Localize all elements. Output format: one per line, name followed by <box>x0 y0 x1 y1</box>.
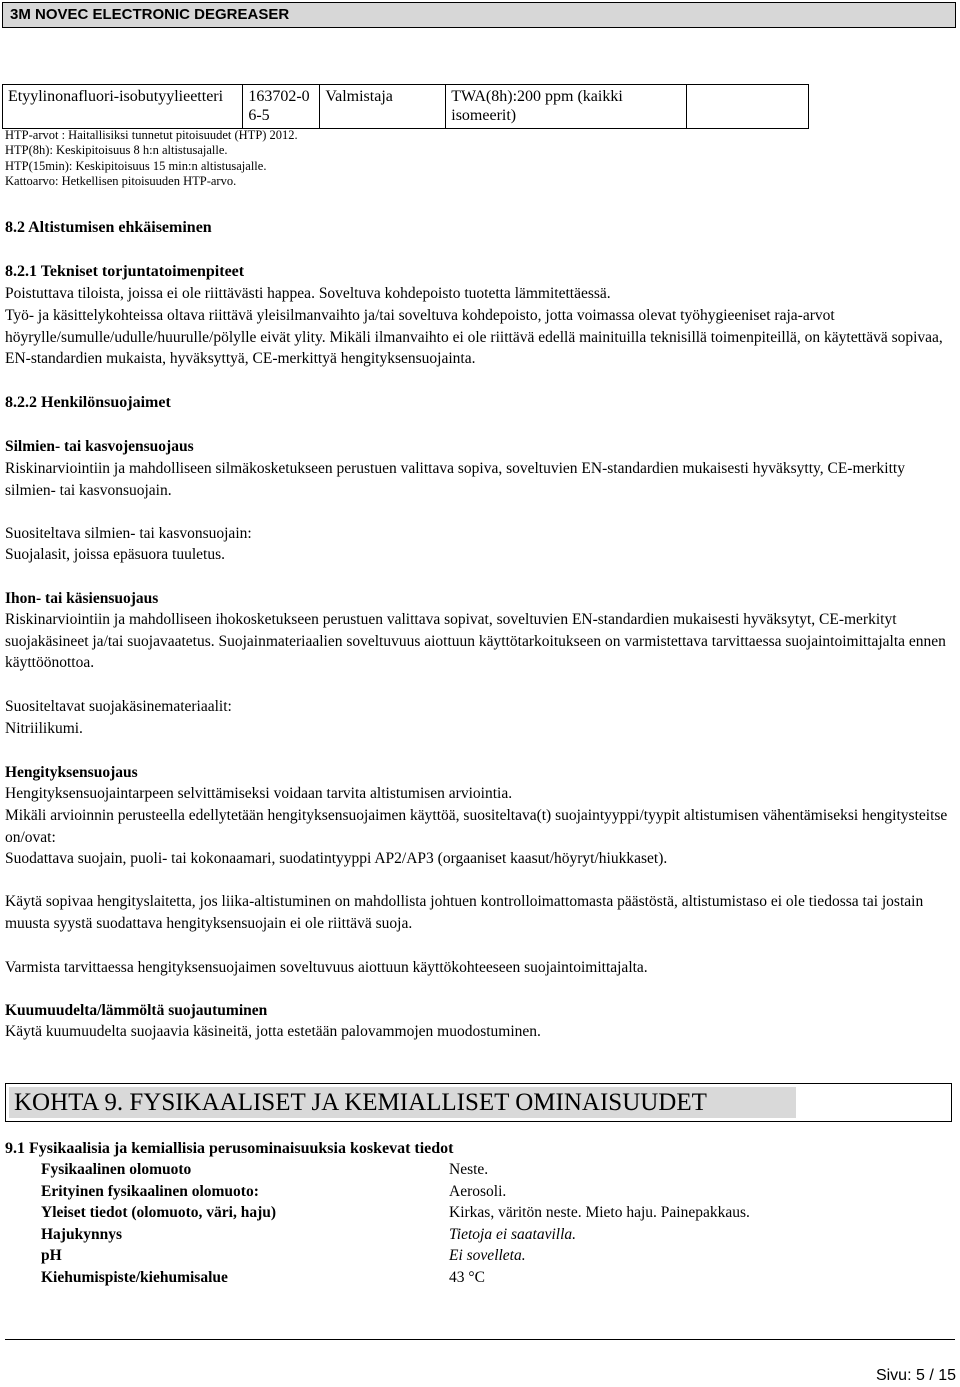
empty-cell <box>686 85 808 129</box>
paragraph: Varmista tarvittaessa hengityksensuojaimen soveltuvuus aiottuun käyttökohteeseen suojaintoimittajalta. <box>5 959 648 976</box>
section-9-title: KOHTA 9. FYSIKAALISET JA KEMIALLISET OMINAISUUDET <box>9 1087 796 1118</box>
property-key: Kiehumispiste/kiehumisalue <box>41 1268 228 1286</box>
property-key: pH <box>41 1247 62 1265</box>
list-item <box>41 1245 750 1267</box>
property-value: 43 °C <box>449 1268 485 1286</box>
footer-divider <box>5 1339 955 1340</box>
glove-value: Nitriilikumi. <box>5 720 83 737</box>
limit-cell: TWA(8h):200 ppm (kaikki isomeerit) <box>446 85 686 129</box>
substance-cell: Etyylinonafluori-isobutyylieetteri <box>3 85 243 129</box>
section-heading-8-2-1: 8.2.1 Tekniset torjuntatoimenpiteet <box>5 263 245 280</box>
paragraph: Suodattava suojain, puoli- tai kokonaamari, suodatintyyppi AP2/AP3 (orgaaniset kaasut/höyryt/hiukkaset). <box>5 850 668 867</box>
section-heading-8-2: 8.2 Altistumisen ehkäiseminen <box>5 219 212 236</box>
skin-protection-heading: Ihon- tai käsiensuojaus <box>5 590 159 607</box>
eye-protection-heading: Silmien- tai kasvojensuojaus <box>5 438 194 455</box>
section-heading-9-1: 9.1 Fysikaalisia ja kemiallisia perusominaisuuksia koskevat tiedot <box>5 1140 454 1157</box>
note-line: Kattoarvo: Hetkellisen pitoisuuden HTP-arvo. <box>5 173 237 188</box>
cas-cell: 163702-06-5 <box>243 85 320 129</box>
list-item <box>41 1224 750 1246</box>
list-item <box>41 1267 750 1289</box>
note-line: HTP-arvot : Haitallisiksi tunnetut pitoisuudet (HTP) 2012. <box>5 128 298 142</box>
exposure-limits-table <box>2 84 809 129</box>
eye-pref-label: Suositeltava silmien- tai kasvonsuojain: <box>5 525 252 542</box>
paragraph: Poistuttava tiloista, joissa ei ole riittävästi happea. Soveltuva kohdepoisto tuotetta lämmitettäessä. <box>5 285 611 302</box>
heat-protection-heading: Kuumuudelta/lämmöltä suojautuminen <box>5 1002 268 1019</box>
properties-list <box>41 1159 750 1289</box>
paragraph: Käytä sopivaa hengityslaitetta, jos liika-altistuminen on mahdollista johtuen kontrolloimattomasta päästöstä, altistumistaso ei ole tiedossa tai jostain muusta syystä suodattava hengityksensuojain ei ole riittävä suoja. <box>5 893 924 932</box>
property-key: Hajukynnys <box>41 1225 122 1243</box>
note-line: HTP(15min): Keskipitoisuus 15 min:n altistusajalle. <box>5 158 267 173</box>
property-key: Fysikaalinen olomuoto <box>41 1161 192 1178</box>
section-heading-8-2-2: 8.2.2 Henkilönsuojaimet <box>5 394 171 411</box>
property-value: Ei sovelleta. <box>449 1247 526 1265</box>
property-value: Aerosoli. <box>449 1182 507 1200</box>
source-cell: Valmistaja <box>320 85 446 129</box>
glove-label: Suositeltavat suojakäsinemateriaalit: <box>5 698 232 715</box>
list-item <box>41 1159 750 1181</box>
paragraph: Riskinarviointiin ja mahdolliseen ihokosketukseen perustuen valittava sopivat, soveltuvien EN-standardien mukaisesti hyväksytyt, CE-merkityt suojakäsineet ja/tai suojavaatetus. Suojainmateriaalien soveltuvuus aiottuun käyttötarkoitukseen on varmistettava tarvittaessa suojaintoimittajalta ennen käyttöönottoa. <box>5 611 946 672</box>
document-header: 3M NOVEC ELECTRONIC DEGREASER <box>2 2 956 28</box>
paragraph: Mikäli arvioinnin perusteella edellytetään hengityksensuojaimen käyttöä, suositeltava(t) suojaintyyppi/tyypit altistumisen vähentämiseksi hengitysteitse on/ovat: <box>5 807 948 846</box>
paragraph: Käytä kuumuudelta suojaavia käsineitä, jotta estetään palovammojen muodostuminen. <box>5 1023 541 1040</box>
paragraph: Työ- ja käsittelykohteissa oltava riittävä yleisilmanvaihto ja/tai soveltuva kohdepoisto, jotta voimassa olevat työhygieeniset raja-arvot höyrylle/sumulle/udulle/huurulle/pölylle eivät ylity. Mikäli ilmanvaihto ei ole riittävä edellä mainituilla teknisillä toimenpiteillä, on käytettävä sopivaa, EN-standardien mukaista, hyväksyttyä, CE-merkittyä hengityksensuojainta. <box>5 307 943 368</box>
note-line: HTP(8h): Keskipitoisuus 8 h:n altistusajalle. <box>5 143 228 158</box>
list-item <box>41 1181 750 1203</box>
htp-notes <box>5 128 298 189</box>
property-key: Yleiset tiedot (olomuoto, väri, haju) <box>41 1204 277 1222</box>
list-item <box>41 1202 750 1224</box>
section-9-banner <box>5 1083 952 1122</box>
property-key: Erityinen fysikaalinen olomuoto: <box>41 1182 259 1200</box>
respiratory-heading: Hengityksensuojaus <box>5 764 138 781</box>
paragraph: Riskinarviointiin ja mahdolliseen silmäkosketukseen perustuen valittava sopiva, soveltuvien EN-standardien mukaisesti hyväksytty, CE-merkitty silmien- tai kasvonsuojain. <box>5 460 905 499</box>
paragraph: Hengityksensuojaintarpeen selvittämiseksi voidaan tarvita altistumisen arviointia. <box>5 785 513 802</box>
property-value: Neste. <box>449 1161 489 1178</box>
page-number: Sivu: 5 / 15 <box>875 1367 956 1384</box>
table-row <box>3 85 809 129</box>
property-value: Tietoja ei saatavilla. <box>449 1225 577 1243</box>
eye-pref-value: Suojalasit, joissa epäsuora tuuletus. <box>5 546 225 563</box>
property-value: Kirkas, väritön neste. Mieto haju. Painepakkaus. <box>449 1204 750 1222</box>
